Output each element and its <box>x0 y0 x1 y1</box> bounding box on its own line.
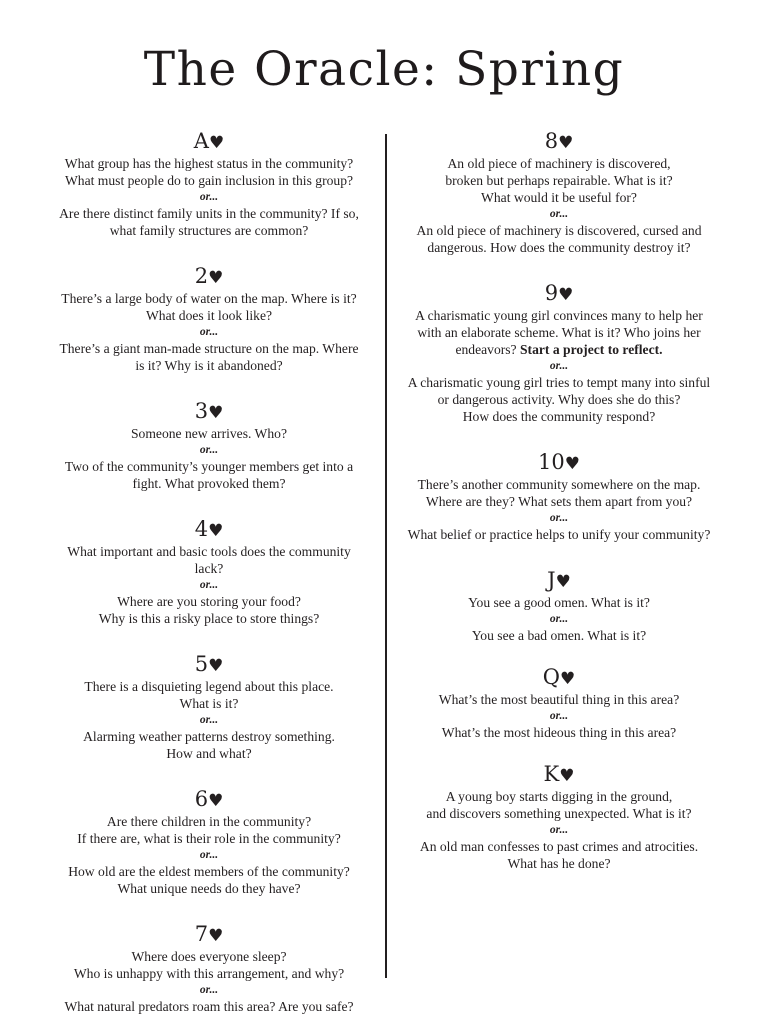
card-rank: 3 <box>194 399 209 423</box>
or-separator: or... <box>199 849 219 861</box>
oracle-card <box>42 651 376 762</box>
heart-suit-icon: ♥ <box>208 521 224 541</box>
prompt-line: There’s a giant man-made structure on the map. Where <box>59 341 359 356</box>
prompt-line: is it? Why is it abandoned? <box>135 358 283 373</box>
prompt-line: Who is unhappy with this arrangement, and why? <box>73 966 345 981</box>
or-separator: or... <box>199 326 219 338</box>
prompt-line: What does it look like? <box>145 308 273 323</box>
prompt-line: Where are they? What sets them apart from you? <box>425 494 693 509</box>
heart-suit-icon: ♥ <box>555 572 571 592</box>
prompt-line: dangerous. How does the community destroy it? <box>427 240 691 255</box>
card-rank: J <box>547 568 556 592</box>
prompt-line: How old are the eldest members of the community? <box>68 864 350 879</box>
oracle-card <box>394 664 724 741</box>
card-heading <box>42 786 376 814</box>
card-rank: 8 <box>544 129 559 153</box>
or-separator: or... <box>199 984 219 996</box>
prompt-line: You see a good omen. What is it? <box>468 595 650 610</box>
card-rank: 2 <box>194 264 209 288</box>
prompt-line: or dangerous activity. Why does she do this? <box>437 392 681 407</box>
prompt-line: What’s the most beautiful thing in this area? <box>438 692 680 707</box>
prompt-line: and discovers something unexpected. What is it? <box>426 806 692 821</box>
prompt-line: What natural predators roam this area? Are you safe? <box>64 999 354 1014</box>
prompt-instruction: Start a project to reflect. <box>520 342 663 357</box>
prompt-line: What important and basic tools does the community <box>67 544 351 559</box>
card-rank: 5 <box>194 652 209 676</box>
prompt-line: Two of the community’s younger members get into a <box>64 459 354 474</box>
or-separator: or... <box>199 579 219 591</box>
prompt-line: What group has the highest status in the community? <box>64 156 354 171</box>
prompt-line <box>394 341 724 358</box>
heart-suit-icon: ♥ <box>208 926 224 946</box>
card-rank: A <box>193 129 209 153</box>
heart-suit-icon: ♥ <box>559 766 575 786</box>
card-heading <box>42 128 376 156</box>
oracle-card <box>394 567 724 644</box>
oracle-card <box>42 786 376 897</box>
prompt-line: fight. What provoked them? <box>132 476 286 491</box>
oracle-card <box>42 921 376 1015</box>
column-divider <box>385 134 387 978</box>
oracle-card <box>42 398 376 492</box>
prompt-line: What belief or practice helps to unify your community? <box>407 527 711 542</box>
right-column <box>394 128 724 872</box>
card-heading <box>42 516 376 544</box>
card-rank: 9 <box>544 281 559 305</box>
prompt-line: What unique needs do they have? <box>117 881 301 896</box>
prompt-line: What would it be useful for? <box>481 190 637 205</box>
card-rank: 4 <box>194 517 209 541</box>
heart-suit-icon: ♥ <box>208 403 224 423</box>
prompt-line: There’s another community somewhere on the map. <box>417 477 701 492</box>
prompt-line: Why is this a risky place to store things? <box>98 611 320 626</box>
page-title: The Oracle: Spring <box>143 42 625 97</box>
card-rank: 7 <box>194 922 209 946</box>
prompt-line: An old man confesses to past crimes and atrocities. <box>419 839 699 854</box>
card-heading <box>42 651 376 679</box>
prompt-line: What’s the most hideous thing in this area? <box>441 725 677 740</box>
oracle-card <box>394 449 724 543</box>
card-heading <box>394 664 724 692</box>
prompt-line: How does the community respond? <box>462 409 656 424</box>
card-heading <box>394 449 724 477</box>
prompt-line: broken but perhaps repairable. What is it? <box>445 173 673 188</box>
or-separator: or... <box>549 512 569 524</box>
prompt-line: with an elaborate scheme. What is it? Who joins her <box>417 325 701 340</box>
card-heading <box>394 280 724 308</box>
prompt-line: Where are you storing your food? <box>117 594 301 609</box>
or-separator: or... <box>549 824 569 836</box>
heart-suit-icon: ♥ <box>208 133 225 153</box>
card-heading <box>394 761 724 789</box>
oracle-card <box>394 128 724 256</box>
heart-suit-icon: ♥ <box>559 669 576 689</box>
card-rank: 6 <box>194 787 209 811</box>
card-rank: K <box>543 762 560 786</box>
heart-suit-icon: ♥ <box>558 133 574 153</box>
or-separator: or... <box>549 360 569 372</box>
heart-suit-icon: ♥ <box>558 285 574 305</box>
prompt-line: lack? <box>194 561 224 576</box>
prompt-line: Are there children in the community? <box>106 814 312 829</box>
oracle-card <box>394 280 724 425</box>
prompt-line: Are there distinct family units in the community? If so, <box>59 206 359 221</box>
prompt-line: A young boy starts digging in the ground, <box>445 789 673 804</box>
card-heading <box>394 567 724 595</box>
card-rank: Q <box>542 665 560 689</box>
or-separator: or... <box>199 191 219 203</box>
or-separator: or... <box>199 714 219 726</box>
prompt-line: An old piece of machinery is discovered, <box>447 156 671 171</box>
prompt-line: Someone new arrives. Who? <box>130 426 288 441</box>
heart-suit-icon: ♥ <box>208 656 224 676</box>
prompt-line: What has he done? <box>507 856 611 871</box>
prompt-line: You see a bad omen. What is it? <box>471 628 647 643</box>
card-heading <box>42 263 376 291</box>
prompt-line: A charismatic young girl tries to tempt many into sinful <box>407 375 711 390</box>
card-heading <box>394 128 724 156</box>
prompt-text: endeavors? <box>455 342 520 357</box>
card-heading <box>42 921 376 949</box>
heart-suit-icon: ♥ <box>564 454 580 474</box>
prompt-line: A charismatic young girl convinces many to help her <box>415 308 703 323</box>
prompt-line: what family structures are common? <box>109 223 309 238</box>
prompt-line: There is a disquieting legend about this place. <box>84 679 334 694</box>
oracle-card <box>42 128 376 239</box>
prompt-line: What must people do to gain inclusion in this group? <box>64 173 354 188</box>
prompt-line: Where does everyone sleep? <box>131 949 287 964</box>
prompt-line: Alarming weather patterns destroy something. <box>83 729 335 744</box>
heart-suit-icon: ♥ <box>208 791 224 811</box>
oracle-card <box>394 761 724 872</box>
prompt-line: How and what? <box>166 746 252 761</box>
card-rank: 10 <box>538 450 565 474</box>
prompt-line: What is it? <box>179 696 239 711</box>
card-heading <box>42 398 376 426</box>
or-separator: or... <box>199 444 219 456</box>
heart-suit-icon: ♥ <box>208 268 224 288</box>
or-separator: or... <box>549 613 569 625</box>
prompt-line: If there are, what is their role in the community? <box>77 831 341 846</box>
prompt-line: There’s a large body of water on the map. Where is it? <box>61 291 357 306</box>
or-separator: or... <box>549 208 569 220</box>
or-separator: or... <box>549 710 569 722</box>
left-column <box>42 128 376 1015</box>
oracle-card <box>42 263 376 374</box>
oracle-card <box>42 516 376 627</box>
prompt-line: An old piece of machinery is discovered, cursed and <box>416 223 702 238</box>
